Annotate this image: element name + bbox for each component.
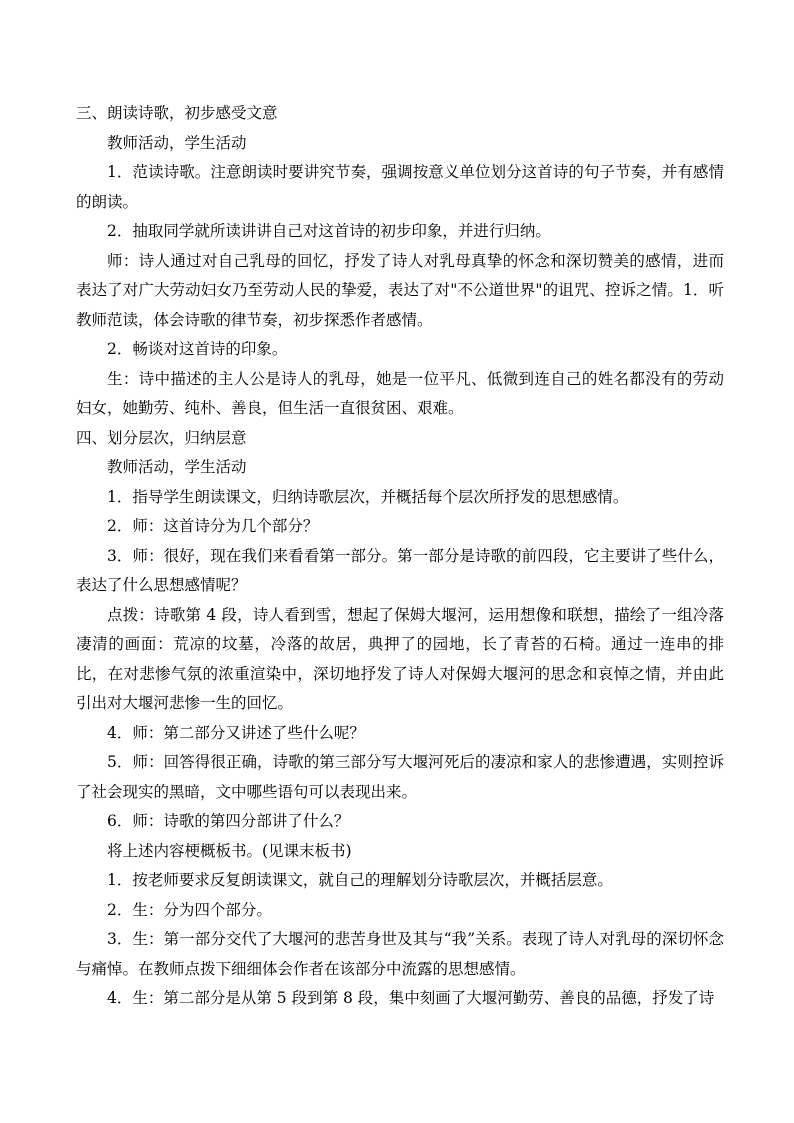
paragraph: 将上述内容梗概板书。(见课末板书) (107, 841, 352, 860)
paragraph: 1．指导学生朗读课文，归纳诗歌层次，并概括每个层次所抒发的思想感情。 (107, 487, 629, 506)
paragraph: 1．按老师要求反复朗读课文，就自己的理解划分诗歌层次，并概括层意。 (107, 871, 613, 889)
paragraph: 3．生：第一部分交代了大堰河的悲苦身世及其与“我”关系。表现了诗人对乳母的深切怀念与痛悼。在教师点拨下细细体会作者在该部分中流露的思想感情。 (76, 930, 724, 978)
section-heading-3: 三、朗读诗歌，初步感受文意 (76, 104, 278, 122)
paragraph: 6．师：诗歌的第四分部讲了什么？ (107, 812, 350, 830)
paragraph: 2．畅谈对这首诗的印象。 (107, 340, 288, 358)
paragraph: 2．抽取同学就所读讲讲自己对这首诗的初步印象，并进行归纳。 (107, 222, 551, 240)
paragraph: 师：诗人通过对自己乳母的回忆，抒发了诗人对乳母真挚的怀念和深切赞美的感情，进而表达了对广大劳动妇女乃至劳动人民的挚爱，表达了对"不公道世界"的诅咒、控诉之情。1．听教师范读，体会诗歌的律节奏，初步探悉作者感情。 (76, 251, 724, 329)
paragraph: 2．生：分为四个部分。 (107, 900, 272, 919)
section-heading-4: 四、划分层次，归纳层意 (76, 428, 247, 447)
paragraph: 4．师：第二部分又讲述了些什么呢？ (107, 723, 365, 742)
paragraph: 教师活动，学生活动 (107, 133, 247, 152)
paragraph: 2．师：这首诗分为几个部分？ (107, 517, 319, 535)
paragraph: 点拨：诗歌第 4 段，诗人看到雪，想起了保姆大堰河，运用想像和联想，描绘了一组冷落凄清的画面：荒凉的坟墓，冷落的故居，典押了的园地，长了青苔的石椅。通过一连串的排比，在对悲惨气氛的浓重渲染中，深切地抒发了诗人对保姆大堰河的思念和哀悼之情，并由此引出对大堰河悲惨一生的回忆。 (76, 605, 724, 712)
paragraph: 教师活动，学生活动 (107, 458, 247, 476)
paragraph: 1．范读诗歌。注意朗读时要讲究节奏，强调按意义单位划分这首诗的句子节奏，并有感情的朗读。 (76, 163, 724, 211)
paragraph: 生：诗中描述的主人公是诗人的乳母，她是一位平凡、低微到连自己的姓名都没有的劳动妇女，她勤劳、纯朴、善良，但生活一直很贫困、艰难。 (76, 369, 724, 417)
paragraph: 4．生：第二部分是从第 5 段到第 8 段，集中刻画了大堰河勤劳、善良的品德，抒发了诗 (107, 989, 715, 1007)
document-page (76, 99, 724, 1014)
paragraph: 3．师：很好，现在我们来看看第一部分。第一部分是诗歌的前四段，它主要讲了些什么，表达了什么思想感情呢？ (76, 546, 724, 594)
paragraph: 5．师：回答得很正确，诗歌的第三部分写大堰河死后的凄凉和家人的悲惨遭遇，实则控诉了社会现实的黑暗，文中哪些语句可以表现出来。 (76, 753, 724, 801)
